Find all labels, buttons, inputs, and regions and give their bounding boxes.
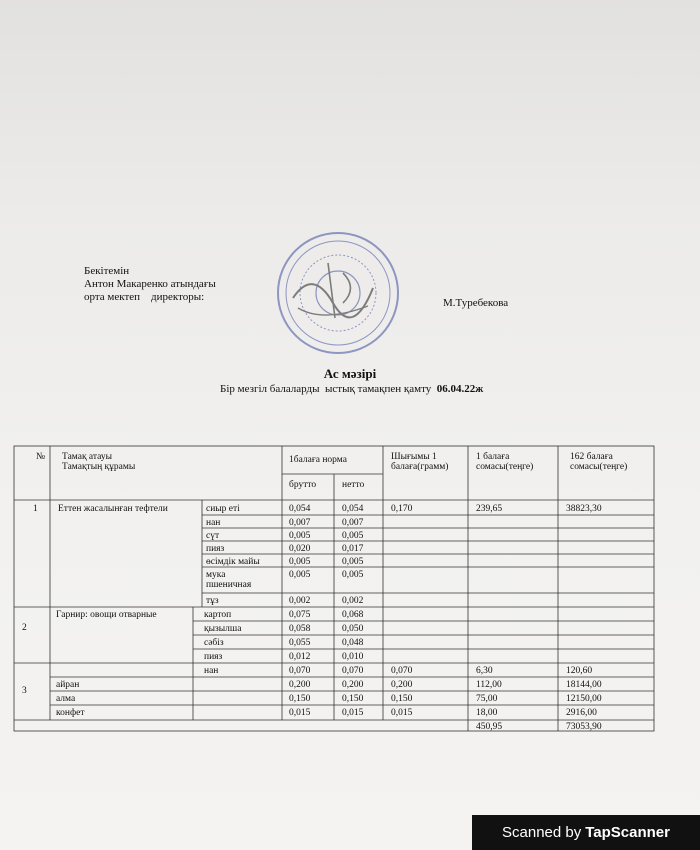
- row-item: картоп: [204, 610, 232, 620]
- row-yield: 0,015: [391, 708, 413, 718]
- row-brutto: 0,150: [289, 694, 311, 704]
- total-cost-one: 450,95: [476, 722, 503, 732]
- director-label: орта мектеп директоры:: [84, 291, 205, 303]
- row-item-line2: пшеничная: [206, 580, 252, 590]
- director-name: М.Туребекова: [443, 297, 509, 309]
- header-cost-total-line2: сомасы(теңге): [570, 462, 628, 472]
- row-brutto: 0,005: [289, 531, 311, 541]
- row-item-line1: мука: [206, 570, 226, 580]
- row-cost-total: 12150,00: [566, 694, 602, 704]
- subtitle-text: Бір мезгіл балаларды ыстық тамақпен қамту: [220, 383, 435, 395]
- scanner-brand: TapScanner: [585, 824, 670, 841]
- row-netto: 0,200: [342, 680, 364, 690]
- row-item: алма: [56, 694, 76, 704]
- header-yield: [391, 452, 448, 472]
- header-dish-line1: Тамақ атауы: [62, 452, 113, 462]
- header-num: №: [36, 452, 46, 462]
- row-item: пияз: [206, 544, 225, 554]
- row-item: айран: [56, 680, 80, 690]
- row-item: сүт: [206, 531, 220, 541]
- row-item: тұз: [206, 596, 219, 606]
- row-brutto: 0,015: [289, 708, 311, 718]
- group-num-1: 1: [33, 504, 38, 514]
- group-num-2: 2: [22, 623, 27, 633]
- row-yield: 0,150: [391, 694, 413, 704]
- approve-label: Бекітемін: [84, 265, 130, 277]
- row-brutto: 0,200: [289, 680, 311, 690]
- row-brutto: 0,002: [289, 596, 311, 606]
- header-netto: нетто: [342, 480, 365, 490]
- row-item: сиыр еті: [206, 504, 240, 514]
- header-yield-line1: Шығымы 1: [391, 452, 437, 462]
- total-cost-total: 73053,90: [566, 722, 602, 732]
- row-cost-one: 75,00: [476, 694, 498, 704]
- row-netto: 0,070: [342, 666, 364, 676]
- header-cost-one-line1: 1 балаға: [476, 452, 510, 462]
- header-dish-line2: Тамақтың құрамы: [62, 462, 136, 472]
- row-brutto: 0,058: [289, 624, 311, 634]
- row-yield: 0,170: [391, 504, 413, 514]
- row-brutto: 0,020: [289, 544, 311, 554]
- row-cost-one: 112,00: [476, 680, 502, 690]
- group-dish-2: Гарнир: овощи отварные: [56, 610, 157, 620]
- row-netto: 0,010: [342, 652, 364, 662]
- row-brutto: 0,005: [289, 557, 311, 567]
- header-dish: [62, 452, 135, 472]
- row-cost-one: 18,00: [476, 708, 498, 718]
- row-brutto: 0,055: [289, 638, 311, 648]
- scanner-prefix: Scanned by: [502, 824, 582, 841]
- row-item: қызылша: [204, 624, 242, 634]
- header-cost-one: [476, 452, 533, 472]
- row-netto: 0,005: [342, 531, 364, 541]
- row-item: пияз: [204, 652, 223, 662]
- row-item: [206, 570, 251, 590]
- header-cost-one-line2: сомасы(теңге): [476, 462, 534, 472]
- group-dish-1: Еттен жасалынған тефтели: [58, 504, 168, 514]
- row-brutto: 0,005: [289, 570, 311, 580]
- row-brutto: 0,070: [289, 666, 311, 676]
- row-netto: 0,048: [342, 638, 364, 648]
- header-norm: 1балаға норма: [289, 455, 347, 465]
- group-num-3: 3: [22, 686, 27, 696]
- row-netto: 0,007: [342, 518, 364, 528]
- row-netto: 0,068: [342, 610, 364, 620]
- row-brutto: 0,054: [289, 504, 311, 514]
- row-netto: 0,002: [342, 596, 364, 606]
- row-yield: 0,070: [391, 666, 413, 676]
- row-cost-one: 239,65: [476, 504, 503, 514]
- row-netto: 0,015: [342, 708, 364, 718]
- row-brutto: 0,012: [289, 652, 311, 662]
- school-name: Антон Макаренко атындағы: [84, 278, 216, 290]
- row-netto: 0,017: [342, 544, 364, 554]
- row-cost-total: 2916,00: [566, 708, 597, 718]
- row-item: сәбіз: [204, 638, 224, 648]
- row-item: өсімдік майы: [206, 557, 260, 567]
- row-netto: 0,150: [342, 694, 364, 704]
- row-netto: 0,005: [342, 570, 364, 580]
- header-yield-line2: балаға(грамм): [391, 462, 449, 472]
- row-netto: 0,005: [342, 557, 364, 567]
- subtitle-date: 06.04.22ж: [436, 383, 484, 395]
- header-cost-total: [570, 452, 627, 472]
- row-cost-one: 6,30: [476, 666, 493, 676]
- header-cost-total-line1: 162 балаға: [570, 452, 613, 462]
- row-netto: 0,050: [342, 624, 364, 634]
- scanner-watermark: [472, 815, 700, 850]
- row-brutto: 0,075: [289, 610, 311, 620]
- document-title: Ас мәзірі: [323, 366, 377, 381]
- row-item: конфет: [56, 708, 85, 718]
- row-brutto: 0,007: [289, 518, 311, 528]
- row-item: нан: [206, 518, 221, 528]
- row-yield: 0,200: [391, 680, 413, 690]
- header-brutto: брутто: [289, 480, 317, 490]
- row-cost-total: 38823,30: [566, 504, 602, 514]
- row-netto: 0,054: [342, 504, 364, 514]
- row-item: нан: [204, 666, 219, 676]
- row-cost-total: 120,60: [566, 666, 593, 676]
- row-cost-total: 18144,00: [566, 680, 602, 690]
